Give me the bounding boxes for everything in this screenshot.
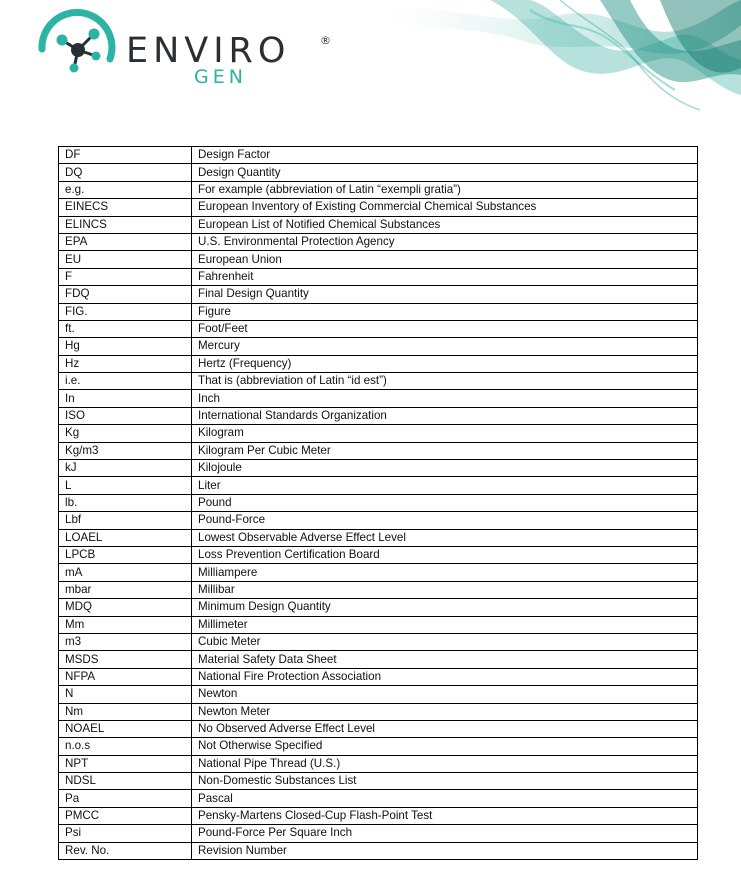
abbreviations-table	[58, 146, 698, 860]
definition-cell: Pound-Force	[192, 512, 698, 529]
abbreviation-cell: LOAEL	[59, 529, 192, 546]
table-row	[59, 807, 698, 824]
table-row	[59, 251, 698, 268]
definition-cell: Pound	[192, 494, 698, 511]
table-row	[59, 181, 698, 198]
abbreviation-cell: mA	[59, 564, 192, 581]
table-row	[59, 512, 698, 529]
definition-cell: Figure	[192, 303, 698, 320]
definition-cell: International Standards Organization	[192, 407, 698, 424]
table-row	[59, 564, 698, 581]
abbreviation-cell: LPCB	[59, 546, 192, 563]
abbreviation-cell: Hg	[59, 338, 192, 355]
definition-cell: For example (abbreviation of Latin “exempli gratia”)	[192, 181, 698, 198]
abbreviation-cell: Mm	[59, 616, 192, 633]
abbreviation-cell: NPT	[59, 755, 192, 772]
abbreviation-cell: MSDS	[59, 651, 192, 668]
definition-cell: Cubic Meter	[192, 633, 698, 650]
table-row	[59, 268, 698, 285]
table-row	[59, 738, 698, 755]
abbreviation-cell: Lbf	[59, 512, 192, 529]
abbreviation-cell: DQ	[59, 164, 192, 181]
definition-cell: Pascal	[192, 790, 698, 807]
abbreviation-cell: N	[59, 686, 192, 703]
table-row	[59, 825, 698, 842]
page-header	[0, 0, 741, 120]
abbreviation-cell: mbar	[59, 581, 192, 598]
abbreviation-cell: Rev. No.	[59, 842, 192, 859]
abbreviation-cell: kJ	[59, 460, 192, 477]
abbreviation-cell: ISO	[59, 407, 192, 424]
abbreviation-cell: In	[59, 390, 192, 407]
definition-cell: Not Otherwise Specified	[192, 738, 698, 755]
table-row	[59, 686, 698, 703]
definition-cell: European Union	[192, 251, 698, 268]
table-row	[59, 773, 698, 790]
definition-cell: Milliampere	[192, 564, 698, 581]
definition-cell: European Inventory of Existing Commercial Chemical Substances	[192, 199, 698, 216]
table-row	[59, 373, 698, 390]
abbreviation-cell: L	[59, 477, 192, 494]
definition-cell: European List of Notified Chemical Substances	[192, 216, 698, 233]
table-row	[59, 842, 698, 859]
registered-mark: ®	[320, 34, 331, 47]
abbreviation-cell: Nm	[59, 703, 192, 720]
table-row	[59, 599, 698, 616]
abbreviation-cell: DF	[59, 147, 192, 164]
table-row	[59, 703, 698, 720]
table-row	[59, 668, 698, 685]
definition-cell: Revision Number	[192, 842, 698, 859]
definition-cell: That is (abbreviation of Latin “id est”)	[192, 373, 698, 390]
table-row	[59, 425, 698, 442]
definition-cell: Loss Prevention Certification Board	[192, 546, 698, 563]
table-row	[59, 442, 698, 459]
abbreviation-cell: NFPA	[59, 668, 192, 685]
table-row	[59, 616, 698, 633]
table-row	[59, 790, 698, 807]
abbreviation-cell: EPA	[59, 233, 192, 250]
abbreviation-cell: PMCC	[59, 807, 192, 824]
definition-cell: Newton Meter	[192, 703, 698, 720]
abbreviation-cell: F	[59, 268, 192, 285]
table-row	[59, 633, 698, 650]
smoke-graphic	[380, 0, 741, 120]
definition-cell: Liter	[192, 477, 698, 494]
abbreviation-cell: Hz	[59, 355, 192, 372]
definition-cell: Hertz (Frequency)	[192, 355, 698, 372]
definition-cell: Kilogram Per Cubic Meter	[192, 442, 698, 459]
logo-sub: GEN	[194, 66, 247, 88]
table-row	[59, 494, 698, 511]
definition-cell: Non-Domestic Substances List	[192, 773, 698, 790]
envirogen-logo	[30, 4, 350, 94]
definition-cell: Kilogram	[192, 425, 698, 442]
definition-cell: Pensky-Martens Closed-Cup Flash-Point Test	[192, 807, 698, 824]
abbreviation-cell: lb.	[59, 494, 192, 511]
table-row	[59, 651, 698, 668]
definition-cell: Millibar	[192, 581, 698, 598]
logo-name: ENVIRO	[126, 31, 291, 71]
abbreviation-cell: n.o.s	[59, 738, 192, 755]
abbreviation-cell: NOAEL	[59, 720, 192, 737]
table-row	[59, 546, 698, 563]
abbreviation-cell: NDSL	[59, 773, 192, 790]
abbreviation-cell: FIG.	[59, 303, 192, 320]
abbreviation-cell: Psi	[59, 825, 192, 842]
table-row	[59, 338, 698, 355]
definition-cell: Design Factor	[192, 147, 698, 164]
definition-cell: Pound-Force Per Square Inch	[192, 825, 698, 842]
definition-cell: Fahrenheit	[192, 268, 698, 285]
table-row	[59, 755, 698, 772]
table-row	[59, 720, 698, 737]
definition-cell: Millimeter	[192, 616, 698, 633]
table-row	[59, 233, 698, 250]
definition-cell: U.S. Environmental Protection Agency	[192, 233, 698, 250]
definition-cell: No Observed Adverse Effect Level	[192, 720, 698, 737]
abbreviation-cell: FDQ	[59, 286, 192, 303]
definition-cell: Foot/Feet	[192, 320, 698, 337]
definition-cell: Minimum Design Quantity	[192, 599, 698, 616]
table-row	[59, 477, 698, 494]
table-row	[59, 390, 698, 407]
table-row	[59, 199, 698, 216]
abbreviations-body	[59, 147, 698, 860]
table-row	[59, 355, 698, 372]
abbreviation-cell: e.g.	[59, 181, 192, 198]
abbreviation-cell: ft.	[59, 320, 192, 337]
table-row	[59, 216, 698, 233]
abbreviation-cell: m3	[59, 633, 192, 650]
abbreviation-cell: MDQ	[59, 599, 192, 616]
abbreviation-cell: Pa	[59, 790, 192, 807]
abbreviation-cell: Kg/m3	[59, 442, 192, 459]
table-row	[59, 303, 698, 320]
table-row	[59, 407, 698, 424]
table-row	[59, 529, 698, 546]
definition-cell: Inch	[192, 390, 698, 407]
table-row	[59, 164, 698, 181]
abbreviation-cell: i.e.	[59, 373, 192, 390]
definition-cell: Mercury	[192, 338, 698, 355]
table-row	[59, 581, 698, 598]
definition-cell: Final Design Quantity	[192, 286, 698, 303]
definition-cell: Kilojoule	[192, 460, 698, 477]
abbreviation-cell: EINECS	[59, 199, 192, 216]
table-row	[59, 286, 698, 303]
table-row	[59, 460, 698, 477]
abbreviation-cell: ELINCS	[59, 216, 192, 233]
definition-cell: National Fire Protection Association	[192, 668, 698, 685]
definition-cell: Newton	[192, 686, 698, 703]
abbreviation-cell: Kg	[59, 425, 192, 442]
definition-cell: Material Safety Data Sheet	[192, 651, 698, 668]
definition-cell: National Pipe Thread (U.S.)	[192, 755, 698, 772]
definition-cell: Design Quantity	[192, 164, 698, 181]
table-row	[59, 147, 698, 164]
table-row	[59, 320, 698, 337]
abbreviation-cell: EU	[59, 251, 192, 268]
definition-cell: Lowest Observable Adverse Effect Level	[192, 529, 698, 546]
